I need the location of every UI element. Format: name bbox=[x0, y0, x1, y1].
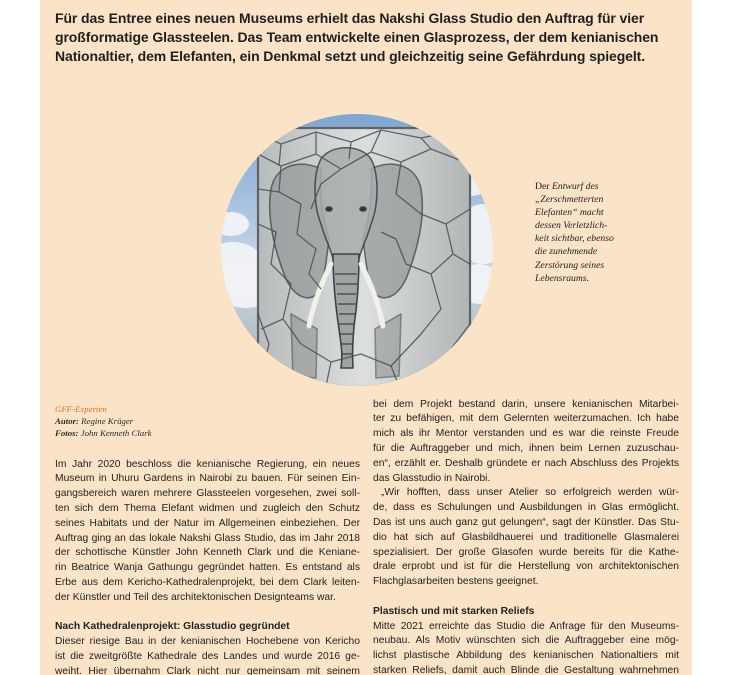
column-left bbox=[55, 458, 360, 675]
body-line: Im Jahr 2020 beschloss die kenianische Regierung, ein neues bbox=[55, 458, 360, 470]
body-line: spezialisiert. Der große Glasofen wurde bereits für die Kathe- bbox=[373, 546, 679, 558]
body-line: neubau. Als Motiv wünschten sich die Auftraggeber eine mög- bbox=[373, 635, 679, 647]
caption-line: Lebensraums. bbox=[535, 272, 590, 284]
body-line: starken Reliefs, damit auch Blinde die Gestaltung wahrnehmen bbox=[373, 664, 679, 675]
body-line: Dieser riesige Bau in der kenianischen Hochebene von Kericho bbox=[55, 636, 360, 648]
body-line: dio hat sich auf Glasbildhauerei und traditionelle Glasmalerei bbox=[373, 531, 679, 543]
elephant-relief bbox=[270, 148, 423, 378]
paragraph-gap bbox=[55, 606, 360, 621]
body-line: für die Auftraggeber und mich, ihnen beim Lernen zuzuschau- bbox=[373, 442, 679, 454]
caption-line: „Zerschmetterten bbox=[535, 194, 604, 206]
body-line: lichst plastische Abbildung des kenianischen Nationaltiers mit bbox=[373, 650, 679, 662]
article-credits bbox=[55, 403, 152, 439]
body-line: seines Habitats und der Natur im Allgemeinen einbeziehen. Der bbox=[55, 517, 360, 529]
body-line: de, dass es Schulungen und Ausbildungen in Glas ermöglicht. bbox=[373, 502, 679, 514]
body-line: ter zu befähigen, mit dem Gelernten weiterzumachen. Ich habe bbox=[373, 413, 679, 425]
photo-credit bbox=[55, 427, 152, 439]
subheading: Nach Kathedralenprojekt: Glasstudio gegründet bbox=[55, 621, 290, 633]
body-line: drale erprobt und ist für die Herstellung von architektonischen bbox=[373, 561, 679, 573]
caption-line: Zerstörung seines bbox=[535, 259, 605, 271]
photo-label: Fotos: bbox=[55, 428, 79, 438]
body-line: Auftrag ging an das lokale Nakshi Glass Studio, das im Jahr 2018 bbox=[55, 532, 360, 544]
author-credit bbox=[55, 415, 152, 427]
body-line: Flachglasarbeiten bestens geeignet. bbox=[373, 576, 539, 588]
caption-line: Elefanten“ macht bbox=[535, 207, 604, 219]
body-line: ten sich dem Thema Elefant widmen und zugleich den Schutz bbox=[55, 502, 360, 514]
author-name: Regine Krüger bbox=[81, 416, 134, 426]
caption-lead: Der bbox=[535, 181, 550, 192]
body-line: gangsbereich waren mehrere Glassteelen vorgesehen, zwei soll- bbox=[55, 488, 360, 500]
body-line: bei dem Projekt bestand darin, unsere kenianischen Mitarbei- bbox=[373, 398, 679, 410]
intro-line: Nationaltier, dem Elefanten, ein Denkmal setzt und gleichzeitig seine Gefährdung spiegelt. bbox=[55, 48, 646, 64]
photo-caption bbox=[535, 180, 614, 285]
body-line: rin Beatrice Wanja Gathungu gegründet hatten. Es entstand als bbox=[55, 562, 360, 574]
body-line: der schottische Künstler John Kenneth Clark und die Keniane- bbox=[55, 547, 360, 559]
body-line: „Wir hofften, dass unser Atelier so erfolgreich werden wür- bbox=[381, 487, 679, 499]
caption-line: die zunehmende bbox=[535, 246, 598, 258]
body-line: ist die zweitgrößte Kathedrale des Landes und wurde 2016 ge- bbox=[55, 650, 360, 662]
body-line: weiht. Hier übernahm Clark nicht nur gemeinsam mit seinem bbox=[55, 665, 360, 675]
elephant-sculpture-photo bbox=[221, 114, 493, 386]
caption-line: keit sichtbar, ebenso bbox=[535, 233, 614, 245]
paragraph-gap bbox=[373, 590, 679, 605]
body-line: Museum in Uhuru Gardens in Nairobi zu bauen. Für seinen Ein- bbox=[55, 473, 360, 485]
caption-text: Entwurf des bbox=[551, 181, 599, 192]
subheading: Plastisch und mit starken Reliefs bbox=[373, 605, 535, 617]
body-line: der Künstler und Teil des architektonischen Designteams war. bbox=[55, 591, 336, 603]
section-label: GFF-Experten bbox=[55, 404, 107, 414]
photographer-name: John Kenneth Clark bbox=[80, 428, 152, 438]
caption-line: dessen Verletzlich- bbox=[535, 220, 608, 232]
caption-line bbox=[535, 180, 614, 193]
intro-lead bbox=[55, 9, 658, 66]
body-line: das Glasstudio in Nairobi. bbox=[373, 472, 491, 484]
elephant-eye-right bbox=[360, 207, 366, 211]
body-line: Erbe aus dem Kericho-Kathedralenprojekt, bei dem Clark leiten- bbox=[55, 576, 360, 588]
body-line: Das ist uns auch ganz gut gelungen“, sagt der Künstler. Das Stu- bbox=[373, 516, 679, 528]
body-line: Mitte 2021 erreichte das Studio die Anfrage für den Museums- bbox=[373, 620, 679, 632]
elephant-eye-left bbox=[326, 207, 332, 211]
body-line: en“, erzählt er. Deshalb gründete er nach Abschluss des Projekts bbox=[373, 457, 679, 469]
body-line: mich als ihr Mentor verstanden und es war die reinste Freude bbox=[373, 428, 679, 440]
intro-line: großformatige Glassteelen. Das Team entwickelte einen Glasprozess, der dem kenianischen bbox=[55, 29, 659, 45]
author-label: Autor: bbox=[55, 416, 79, 426]
column-right bbox=[373, 398, 679, 675]
intro-line: Für das Entree eines neuen Museums erhielt das Nakshi Glass Studio den Auftrag für vier bbox=[55, 10, 645, 26]
